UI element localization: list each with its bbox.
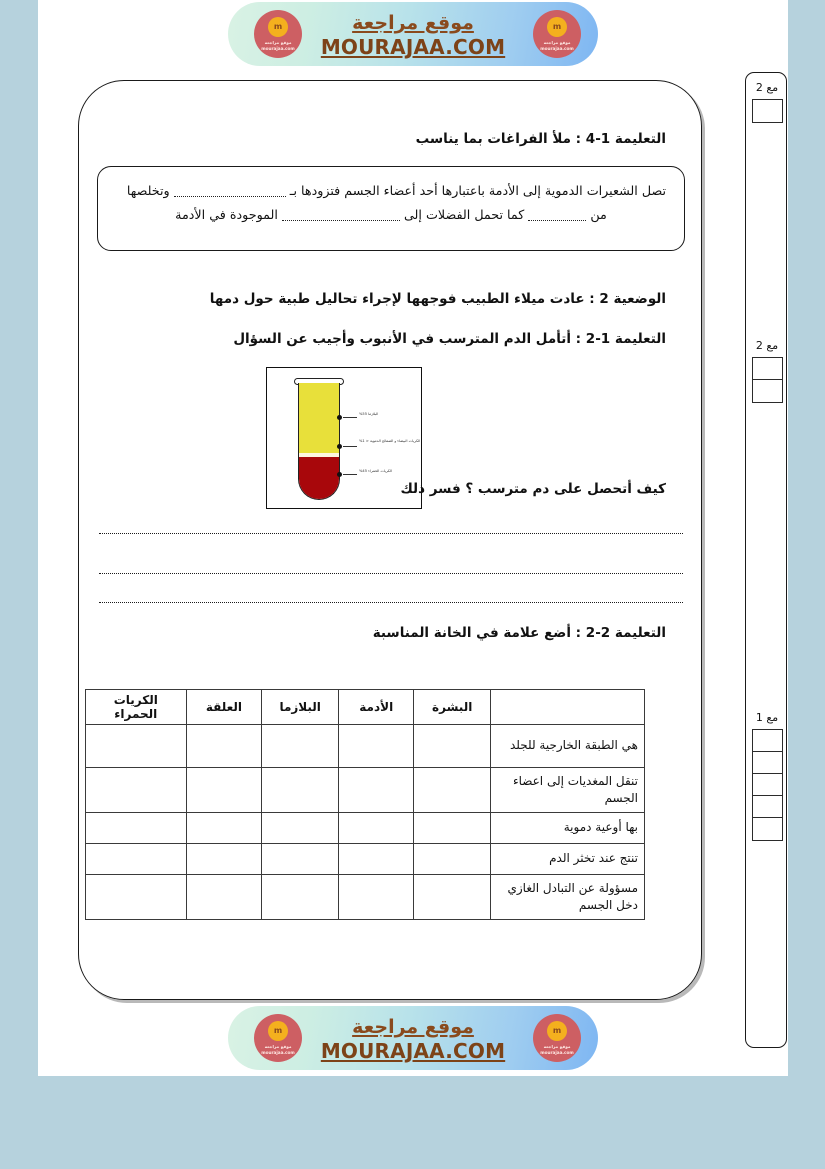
table-header-plasma: البلازما bbox=[262, 690, 339, 725]
score-label-3: مع 1 bbox=[755, 711, 779, 724]
checkbox-cell[interactable] bbox=[414, 813, 490, 844]
figure-label-plasma: البلازما 55% bbox=[359, 412, 379, 416]
score-cell[interactable] bbox=[753, 796, 782, 818]
fill-line-2-text-c: الموجودة في الأدمة bbox=[175, 207, 278, 223]
logo-badge-icon: m bbox=[268, 17, 288, 37]
label-leader-buffy bbox=[343, 446, 357, 447]
score-boxes-2[interactable] bbox=[752, 357, 783, 403]
row-label-outer-skin-layer: هي الطبقة الخارجية للجلد bbox=[490, 725, 644, 768]
instruction-1-4: التعليمة 1-4 : ملأ الفراغات بما يناسب bbox=[415, 131, 666, 147]
checkbox-cell[interactable] bbox=[262, 725, 339, 768]
tube-body bbox=[298, 383, 340, 500]
checkbox-cell[interactable] bbox=[339, 844, 414, 875]
worksheet-frame bbox=[78, 80, 702, 1000]
table-header-red-cells: الكريات الحمراء bbox=[86, 690, 187, 725]
red-blood-cells-layer bbox=[299, 457, 339, 499]
score-column bbox=[745, 72, 787, 1048]
brand-english-top[interactable]: MOURAJAA.COM bbox=[320, 34, 506, 59]
worksheet-page bbox=[38, 0, 788, 1076]
logo-badge-icon: m bbox=[547, 17, 567, 37]
checkbox-cell[interactable] bbox=[86, 768, 187, 813]
top-watermark-banner bbox=[38, 0, 788, 72]
logo-caption-top-right: موقع مراجعة mourajaa.com bbox=[540, 40, 574, 51]
checkbox-cell[interactable] bbox=[262, 875, 339, 920]
score-boxes-1[interactable] bbox=[752, 99, 783, 123]
row-label-gas-exchange: مسؤولة عن التبادل الغازي دخل الجسم bbox=[490, 875, 644, 920]
table-header-row bbox=[86, 690, 645, 725]
brand-english-bottom[interactable]: MOURAJAA.COM bbox=[320, 1038, 506, 1063]
table-row bbox=[86, 844, 645, 875]
table-row bbox=[86, 768, 645, 813]
score-cell[interactable] bbox=[753, 752, 782, 774]
instruction-2-2: التعليمة 2-2 : أضع علامة في الخانة المناسبة bbox=[372, 625, 666, 641]
answer-line-2[interactable] bbox=[99, 573, 683, 574]
table-header-bashara: البشرة bbox=[414, 690, 490, 725]
table-header-olqa: العلقة bbox=[186, 690, 262, 725]
checkbox-cell[interactable] bbox=[86, 725, 187, 768]
blank-input-2[interactable] bbox=[528, 220, 586, 221]
bottom-watermark-banner bbox=[38, 1004, 788, 1076]
label-leader-rbc bbox=[343, 474, 357, 475]
logo-caption-top-left: موقع مراجعة mourajaa.com bbox=[261, 40, 295, 51]
score-boxes-3[interactable] bbox=[752, 729, 783, 841]
checkbox-cell[interactable] bbox=[414, 725, 490, 768]
checkbox-cell[interactable] bbox=[414, 844, 490, 875]
blank-input-1[interactable] bbox=[174, 196, 286, 197]
table-head bbox=[86, 690, 645, 725]
score-group-2 bbox=[746, 339, 788, 403]
score-cell[interactable] bbox=[753, 100, 782, 122]
fill-line-2 bbox=[116, 203, 666, 227]
logo-caption-bottom-left: موقع مراجعة mourajaa.com bbox=[261, 1044, 295, 1055]
blank-input-3[interactable] bbox=[282, 220, 400, 221]
checkbox-cell[interactable] bbox=[339, 768, 414, 813]
score-cell[interactable] bbox=[753, 380, 782, 402]
score-label-1: مع 2 bbox=[755, 81, 779, 94]
table-row bbox=[86, 875, 645, 920]
row-label-produced-on-clotting: تنتج عند تخثر الدم bbox=[490, 844, 644, 875]
table-header-adama: الأدمة bbox=[339, 690, 414, 725]
checkbox-cell[interactable] bbox=[186, 875, 262, 920]
fill-line-2-text-a: من bbox=[590, 207, 607, 223]
figure-label-rbc: الكريات الحمراء 45% bbox=[359, 469, 392, 473]
label-marker-plasma bbox=[337, 415, 342, 420]
logo-badge-icon: m bbox=[547, 1021, 567, 1041]
fill-in-the-blanks-box bbox=[97, 166, 685, 251]
checkbox-cell[interactable] bbox=[186, 725, 262, 768]
checkbox-cell[interactable] bbox=[186, 844, 262, 875]
checkbox-cell[interactable] bbox=[339, 813, 414, 844]
checkbox-cell[interactable] bbox=[86, 875, 187, 920]
checkbox-cell[interactable] bbox=[262, 813, 339, 844]
plasma-layer bbox=[299, 383, 339, 453]
brand-arabic-top: موقع مراجعة bbox=[352, 11, 474, 34]
score-cell[interactable] bbox=[753, 774, 782, 796]
label-marker-buffy bbox=[337, 444, 342, 449]
table-row bbox=[86, 725, 645, 768]
site-logo-bottom-right bbox=[533, 1014, 581, 1062]
answer-line-3[interactable] bbox=[99, 602, 683, 603]
score-cell[interactable] bbox=[753, 818, 782, 840]
row-label-transports-nutrients: تنقل المغديات إلى اعضاء الجسم bbox=[490, 768, 644, 813]
label-marker-rbc bbox=[337, 472, 342, 477]
logo-badge-icon: m bbox=[268, 1021, 288, 1041]
checkbox-cell[interactable] bbox=[86, 844, 187, 875]
fill-line-1-text-a: تصل الشعيرات الدموية إلى الأدمة باعتبارها أحد أعضاء الجسم فتزودها بـ bbox=[289, 183, 666, 198]
score-group-1 bbox=[746, 81, 788, 123]
checkbox-cell[interactable] bbox=[86, 813, 187, 844]
question-how-to-obtain-sedimented-blood: كيف أتحصل على دم مترسب ؟ فسر ذلك bbox=[400, 481, 666, 497]
situation-2: الوضعية 2 : عادت ميلاء الطبيب فوجهها لإجراء تحاليل طبية حول دمها bbox=[209, 291, 666, 307]
checkbox-cell[interactable] bbox=[339, 725, 414, 768]
logo-caption-bottom-right: موقع مراجعة mourajaa.com bbox=[540, 1044, 574, 1055]
score-label-2: مع 2 bbox=[755, 339, 779, 352]
score-group-3 bbox=[746, 711, 788, 841]
fill-line-1 bbox=[116, 179, 666, 203]
test-tube-icon bbox=[297, 378, 341, 500]
classification-table bbox=[85, 689, 645, 920]
fill-line-1-text-b: وتخلصها bbox=[126, 183, 170, 198]
table-body bbox=[86, 725, 645, 920]
instruction-2-1: التعليمة 1-2 : أتأمل الدم المترسب في الأنبوب وأجيب عن السؤال bbox=[233, 331, 666, 347]
checkbox-cell[interactable] bbox=[262, 844, 339, 875]
checkbox-cell[interactable] bbox=[262, 768, 339, 813]
score-cell[interactable] bbox=[753, 358, 782, 380]
checkbox-cell[interactable] bbox=[186, 813, 262, 844]
answer-line-1[interactable] bbox=[99, 533, 683, 534]
row-label-has-blood-vessels: بها أوعية دموية bbox=[490, 813, 644, 844]
table-header-blank bbox=[490, 690, 644, 725]
table-row bbox=[86, 813, 645, 844]
checkbox-cell[interactable] bbox=[414, 875, 490, 920]
label-leader-plasma bbox=[343, 417, 357, 418]
figure-label-buffy: الكريات البيضاء و الصفائح الدموية < 1% bbox=[359, 439, 421, 443]
checkbox-cell[interactable] bbox=[186, 768, 262, 813]
blood-test-tube-figure bbox=[266, 367, 422, 509]
fill-line-2-text-b: كما تحمل الفضلات إلى bbox=[403, 207, 525, 223]
brand-arabic-bottom: موقع مراجعة bbox=[352, 1015, 474, 1038]
checkbox-cell[interactable] bbox=[339, 875, 414, 920]
checkbox-cell[interactable] bbox=[414, 768, 490, 813]
score-cell[interactable] bbox=[753, 730, 782, 752]
site-logo-top-right bbox=[533, 10, 581, 58]
